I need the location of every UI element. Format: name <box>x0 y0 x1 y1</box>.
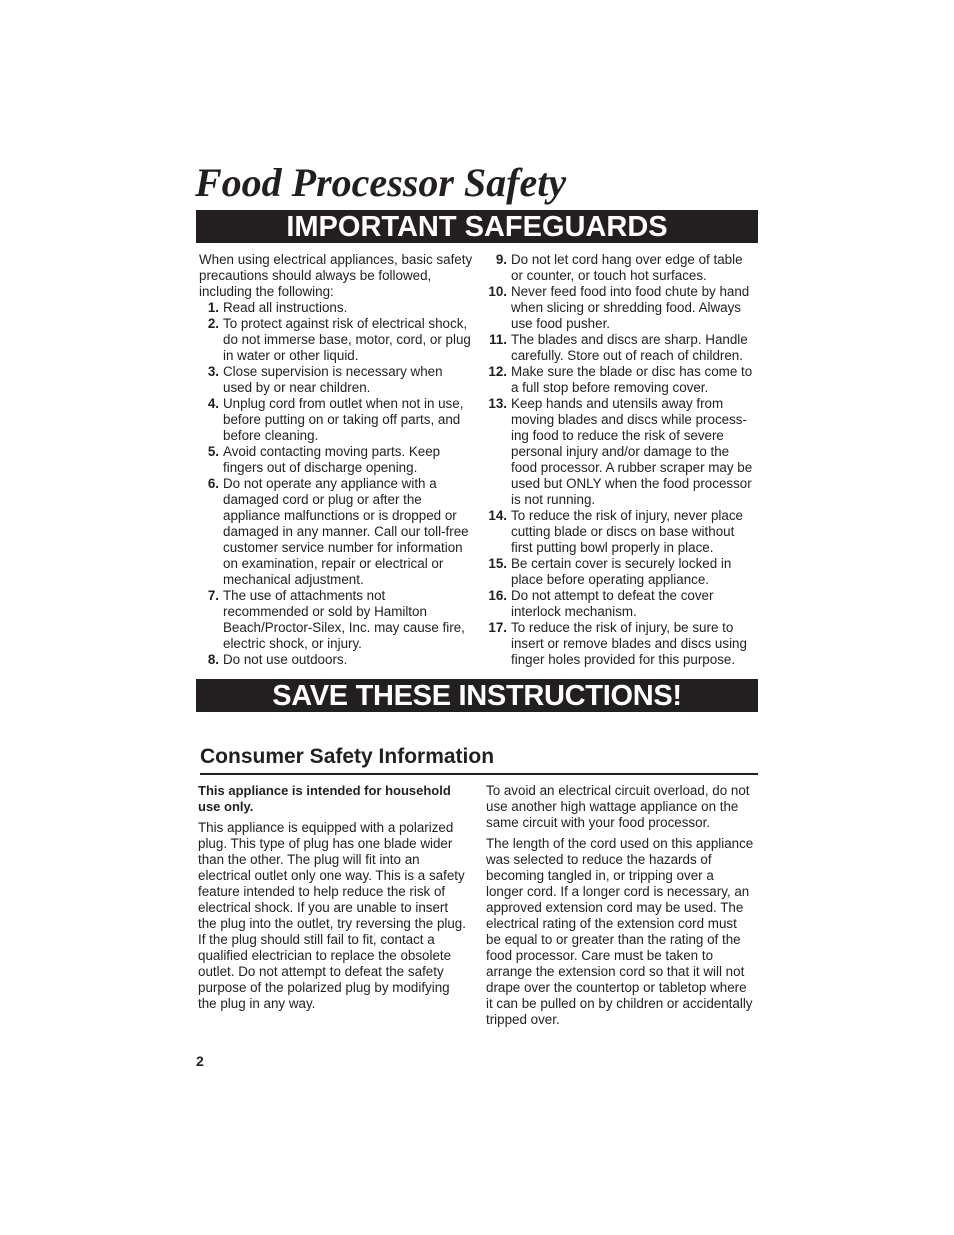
safeguard-item-7 <box>199 588 474 652</box>
consumer-safety-heading: Consumer Safety Information <box>200 744 758 775</box>
page-number: 2 <box>196 1053 204 1069</box>
safeguard-number: 2. <box>207 316 219 331</box>
safeguard-item-3 <box>199 364 474 396</box>
safeguard-item-5 <box>199 444 474 476</box>
safeguard-item-8 <box>199 652 474 668</box>
safeguard-text: Close supervision is necessary when used by or near children. <box>223 364 443 395</box>
safeguard-number: 14. <box>488 508 507 523</box>
safeguard-item-4 <box>199 396 474 444</box>
safeguard-text: Unplug cord from outlet when not in use, before putting on or taking off parts, and before cleaning. <box>223 396 464 443</box>
safeguard-number: 5. <box>207 444 219 459</box>
safeguard-number: 15. <box>488 556 507 571</box>
household-use-note: This appliance is intended for household use only. <box>198 783 451 814</box>
safeguard-text: Never feed food into food chute by hand when slicing or shredding food. Always use food pusher. <box>511 284 750 331</box>
safeguards-intro: When using electrical appliances, basic safety precautions should always be followed, including the following: <box>199 252 473 299</box>
safeguard-text: Make sure the blade or disc has come to a full stop before removing cover. <box>511 364 753 395</box>
safeguard-text: Do not attempt to defeat the cover interlock mechanism. <box>511 588 714 619</box>
important-safeguards-banner: IMPORTANT SAFEGUARDS <box>196 210 758 243</box>
safeguards-column-right <box>486 252 758 668</box>
safeguard-number: 9. <box>495 252 507 267</box>
safeguard-item-2 <box>199 316 474 364</box>
safeguard-number: 8. <box>207 652 219 667</box>
safeguard-number: 13. <box>488 396 507 411</box>
safeguard-number: 16. <box>488 588 507 603</box>
safeguard-item-12 <box>486 364 758 396</box>
save-instructions-banner: SAVE THESE INSTRUCTIONS! <box>196 679 758 712</box>
safeguard-text: The blades and discs are sharp. Handle carefully. Store out of reach of children. <box>511 332 748 363</box>
safeguard-item-9 <box>486 252 758 284</box>
safeguard-text: Avoid contacting moving parts. Keep fingers out of discharge opening. <box>223 444 441 475</box>
safeguard-item-13 <box>486 396 758 508</box>
safeguard-number: 4. <box>207 396 219 411</box>
safeguard-number: 11. <box>489 332 507 347</box>
safeguard-number: 12. <box>488 364 507 379</box>
safeguard-item-16 <box>486 588 758 620</box>
safeguards-column-left <box>199 252 474 668</box>
cord-length-paragraph: The length of the cord used on this appliance was selected to reduce the hazards of becoming tangled in, or tripping over a longer cord. If a longer cord is necessary, an approved extension cord may be used. The electrical rating of the extension cord must be equal to or greater than the rating of the food processor. Care must be taken to arrange the extension cord so that it will not drape over the countertop or tabletop where it can be pulled on by children or accidentally tripped over. <box>486 836 754 1027</box>
safeguard-text: Do not operate any appliance with a damaged cord or plug or after the appliance malfunctions or is dropped or damaged in any manner. Call our toll-free customer service number for information on examination, repair or electrical or mechanical adjustment. <box>223 476 469 587</box>
safeguard-text: To reduce the risk of injury, never place cutting blade or discs on base without first putting bowl properly in place. <box>511 508 743 555</box>
safeguard-item-14 <box>486 508 758 556</box>
safeguard-number: 1. <box>207 300 219 315</box>
safeguard-number: 6. <box>207 476 219 491</box>
circuit-overload-paragraph: To avoid an electrical circuit overload, do not use another high wattage appliance on the same circuit with your food processor. <box>486 783 750 830</box>
safeguard-item-11 <box>486 332 758 364</box>
safeguard-number: 3. <box>207 364 219 379</box>
safeguard-item-1 <box>199 300 474 316</box>
polarized-plug-paragraph: This appliance is equipped with a polarized plug. This type of plug has one blade wider than the other. The plug will fit into an electrical outlet only one way. This is a safety feature intended to help reduce the risk of electrical shock. If you are unable to insert the plug into the outlet, try reversing the plug. If the plug should still fail to fit, contact a qualified electrician to replace the obsolete outlet. Do not attempt to defeat the safety purpose of the polarized plug by modifying the plug in any way. <box>198 820 466 1011</box>
safeguard-text: Keep hands and utensils away from moving blades and discs while processing food to reduce the risk of severe personal injury and/or damage to the food processor. A rubber scraper may be used but ONLY when the food processor is not running. <box>511 396 753 507</box>
safeguard-item-6 <box>199 476 474 588</box>
safeguard-item-15 <box>486 556 758 588</box>
safeguard-number: 7. <box>207 588 219 603</box>
consumer-column-left <box>198 783 468 1017</box>
safeguard-text: The use of attachments not recommended or sold by Hamilton Beach/Proctor-Silex, Inc. may cause fire, electric shock, or injury. <box>223 588 465 651</box>
safeguard-number: 10. <box>488 284 507 299</box>
safeguard-text: Read all instructions. <box>223 300 348 315</box>
page-title: Food Processor Safety <box>195 160 567 205</box>
safeguards-list-right <box>486 252 758 668</box>
safeguard-text: Do not use outdoors. <box>223 652 348 667</box>
safeguards-list-left <box>199 300 474 668</box>
safeguard-text: Be certain cover is securely locked in place before operating appliance. <box>511 556 732 587</box>
safeguard-text: Do not let cord hang over edge of table or counter, or touch hot surfaces. <box>511 252 743 283</box>
safeguard-number: 17. <box>488 620 507 635</box>
safeguard-item-10 <box>486 284 758 332</box>
consumer-column-right <box>486 783 754 1033</box>
safeguard-item-17 <box>486 620 758 668</box>
safeguard-text: To protect against risk of electrical shock, do not immerse base, motor, cord, or plug in water or other liquid. <box>223 316 471 363</box>
safeguard-text: To reduce the risk of injury, be sure to insert or remove blades and discs using finger holes provided for this purpose. <box>511 620 747 667</box>
